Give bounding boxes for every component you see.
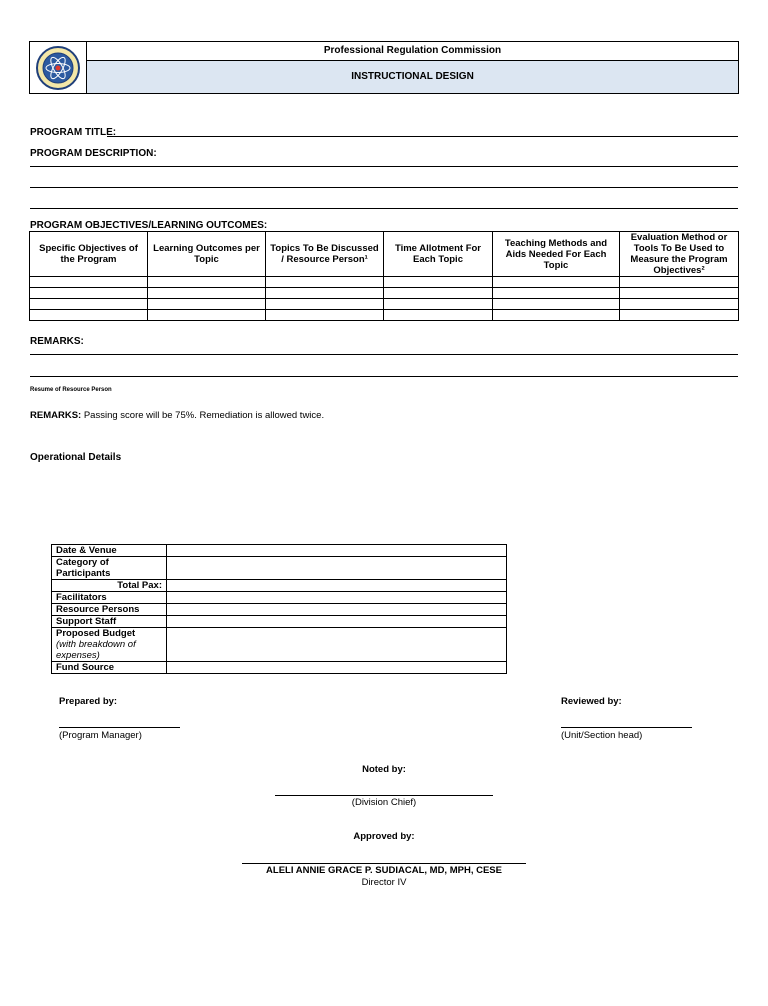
remarks-line-2[interactable]: [30, 376, 738, 377]
table-row: [52, 604, 507, 616]
logo-cell: [30, 42, 87, 93]
row-label-date-venue: Date & Venue: [52, 545, 167, 557]
remarks-line-1[interactable]: [30, 354, 738, 355]
row-label-facilitators: Facilitators: [52, 592, 167, 604]
row-label-total-pax: Total Pax:: [52, 580, 167, 592]
objectives-header-row: [30, 232, 739, 277]
table-cell[interactable]: [30, 299, 148, 310]
table-row: [30, 310, 739, 321]
proposed-budget-value[interactable]: [167, 628, 507, 662]
noted-by-label: Noted by:: [362, 764, 406, 775]
table-cell[interactable]: [266, 310, 384, 321]
table-cell[interactable]: [148, 288, 266, 299]
row-label-proposed-budget: [52, 628, 167, 662]
fund-source-value[interactable]: [167, 662, 507, 674]
table-cell[interactable]: [493, 299, 620, 310]
reviewed-by-role: (Unit/Section head): [561, 730, 643, 741]
table-cell[interactable]: [148, 277, 266, 288]
table-row: [52, 616, 507, 628]
table-cell[interactable]: [148, 310, 266, 321]
support-staff-value[interactable]: [167, 616, 507, 628]
table-cell[interactable]: [620, 310, 739, 321]
resource-persons-value[interactable]: [167, 604, 507, 616]
col-header-specific-objectives: Specific Objectives of the Program: [30, 232, 148, 277]
row-label-resource-persons: Resource Persons: [52, 604, 167, 616]
date-venue-value[interactable]: [167, 545, 507, 557]
program-title-label: PROGRAM TITLE:: [30, 127, 117, 138]
facilitators-value[interactable]: [167, 592, 507, 604]
table-cell[interactable]: [266, 288, 384, 299]
prepared-by-signature-line[interactable]: [59, 727, 180, 728]
total-pax-value[interactable]: [167, 580, 507, 592]
noted-by-role: (Division Chief): [351, 797, 417, 808]
approved-by-name: ALELI ANNIE GRACE P. SUDIACAL, MD, MPH, CESE: [266, 865, 502, 876]
table-cell[interactable]: [30, 277, 148, 288]
description-line-1[interactable]: [30, 166, 738, 167]
table-cell[interactable]: [493, 277, 620, 288]
budget-breakdown-note: (with breakdown of expenses): [56, 639, 136, 661]
reviewed-by-label: Reviewed by:: [561, 696, 622, 707]
document-title: INSTRUCTIONAL DESIGN: [87, 61, 738, 93]
prepared-by-label: Prepared by:: [59, 696, 118, 707]
row-label-support-staff: Support Staff: [52, 616, 167, 628]
col-header-evaluation-method: Evaluation Method or Tools To Be Used to Measure the Program Objectives²: [620, 232, 739, 277]
table-row: [30, 288, 739, 299]
description-line-2[interactable]: [30, 187, 738, 188]
objectives-label: PROGRAM OBJECTIVES/LEARNING OUTCOMES:: [30, 220, 268, 231]
table-cell[interactable]: [493, 288, 620, 299]
table-cell[interactable]: [30, 310, 148, 321]
org-name: Professional Regulation Commission: [87, 42, 738, 61]
table-row: [52, 628, 507, 662]
table-cell[interactable]: [30, 288, 148, 299]
col-header-teaching-methods: Teaching Methods and Aids Needed For Each Topic: [493, 232, 620, 277]
proposed-budget-label: Proposed Budget: [56, 628, 136, 639]
table-row: [52, 557, 507, 580]
table-cell[interactable]: [620, 288, 739, 299]
footnote-resume: Resume of Resource Person: [30, 387, 112, 393]
objectives-table: [29, 231, 739, 321]
table-row: [52, 580, 507, 592]
table-row: [30, 277, 739, 288]
row-label-fund-source: Fund Source: [52, 662, 167, 674]
document-header: [29, 41, 739, 94]
col-header-time-allotment: Time Allotment For Each Topic: [384, 232, 493, 277]
table-cell[interactable]: [148, 299, 266, 310]
remarks-passing-text: Passing score will be 75%. Remediation is allowed twice.: [81, 410, 325, 421]
remarks-passing-score: [30, 410, 324, 421]
category-value[interactable]: [167, 557, 507, 580]
prc-seal-icon: [35, 45, 81, 91]
table-row: [52, 662, 507, 674]
table-cell[interactable]: [620, 277, 739, 288]
table-row: [30, 299, 739, 310]
table-cell[interactable]: [620, 299, 739, 310]
table-cell[interactable]: [266, 299, 384, 310]
table-row: [52, 592, 507, 604]
description-line-3[interactable]: [30, 208, 738, 209]
operational-details-table: [51, 544, 507, 674]
remarks-passing-label: REMARKS:: [30, 410, 82, 421]
approved-by-label: Approved by:: [353, 831, 415, 842]
approved-by-signature-line[interactable]: [242, 863, 526, 864]
table-cell[interactable]: [384, 310, 493, 321]
table-cell[interactable]: [384, 288, 493, 299]
col-header-topics: Topics To Be Discussed / Resource Person¹: [266, 232, 384, 277]
table-cell[interactable]: [384, 299, 493, 310]
program-description-label: PROGRAM DESCRIPTION:: [30, 148, 157, 159]
table-cell[interactable]: [493, 310, 620, 321]
col-header-learning-outcomes: Learning Outcomes per Topic: [148, 232, 266, 277]
program-title-line[interactable]: [107, 136, 738, 137]
table-cell[interactable]: [384, 277, 493, 288]
table-cell[interactable]: [266, 277, 384, 288]
row-label-category: Category of Participants: [52, 557, 167, 580]
prepared-by-role: (Program Manager): [59, 730, 142, 741]
reviewed-by-signature-line[interactable]: [561, 727, 692, 728]
approved-by-role: Director IV: [361, 877, 407, 888]
noted-by-signature-line[interactable]: [275, 795, 493, 796]
operational-details-title: Operational Details: [30, 452, 122, 463]
table-row: [52, 545, 507, 557]
remarks-label: REMARKS:: [30, 336, 84, 347]
